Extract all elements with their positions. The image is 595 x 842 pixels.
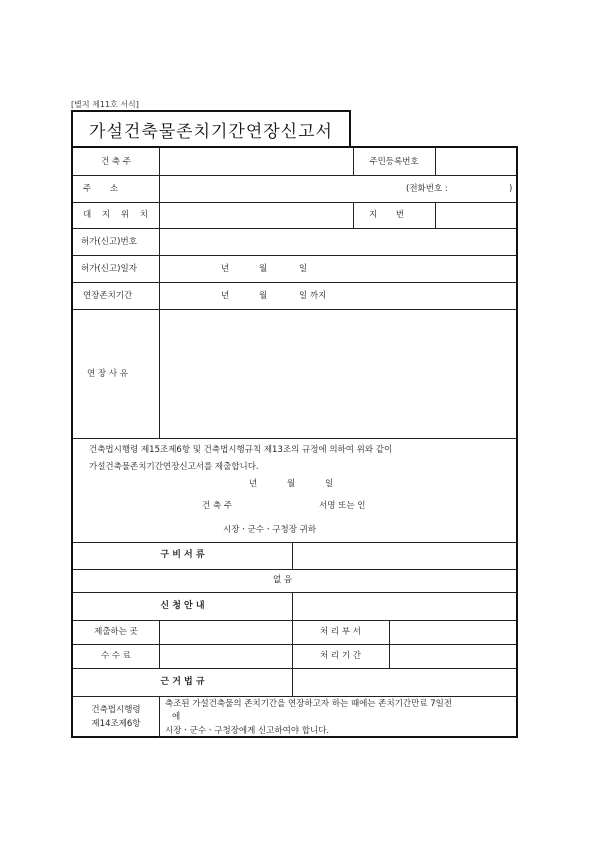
row-divider (73, 569, 516, 570)
extend-month: 월 (259, 291, 268, 301)
permit-date-day: 일 (299, 264, 308, 274)
lot-label: 지 번 (369, 210, 413, 220)
row-divider (73, 255, 516, 256)
phone-label: (전화번호 : (406, 184, 448, 194)
declaration-line-1: 건축법시행령 제15조제6항 및 건축법시행규칙 제13조의 규정에 의하여 위와 같이 (89, 445, 393, 455)
documents-header: 구 비 서 류 (160, 550, 205, 560)
declaration-line-2: 가설건축물존치기간연장신고서를 제출합니다. (89, 462, 259, 472)
form-number-label: [별지 제11호 서식] (71, 100, 139, 109)
owner-label: 건 축 주 (100, 157, 132, 167)
signature-label: 서명 또는 인 (319, 501, 366, 511)
col-divider (435, 148, 436, 175)
col-divider (353, 202, 354, 228)
row-divider (73, 438, 516, 439)
col-divider (159, 148, 160, 438)
extend-period-label: 연장존치기간 (83, 291, 133, 301)
site-label: 대 지 위 치 (83, 210, 152, 220)
extend-day: 일 까지 (299, 291, 327, 301)
address-label: 주 소 (83, 184, 127, 194)
permit-date-label: 허가(신고)일자 (81, 264, 137, 274)
permit-date-year: 년 (221, 264, 230, 274)
col-divider (435, 202, 436, 228)
legal-text-line-2: 에 (172, 712, 181, 722)
row-divider (73, 175, 516, 176)
row-divider (73, 542, 516, 543)
permit-date-month: 월 (259, 264, 268, 274)
declaration-year: 년 (249, 479, 258, 489)
row-divider (73, 202, 516, 203)
row-divider (73, 282, 516, 283)
legal-text-line-1: 축조된 가설건축물의 존치기간을 연장하고자 하는 때에는 존치기간만료 7일전 (165, 699, 453, 709)
reason-label: 연 장 사 유 (87, 369, 128, 379)
resident-no-label: 주민등록번호 (369, 157, 419, 167)
form-frame (71, 146, 518, 738)
declaration-owner: 건 축 주 (202, 501, 233, 511)
phone-close: ) (509, 184, 513, 194)
page-title: 가설건축물존치기간연장신고서 (89, 121, 333, 142)
declaration-month: 월 (287, 479, 296, 489)
col-divider (292, 542, 293, 569)
addressee: 시장ㆍ군수ㆍ구청장 귀하 (223, 525, 317, 535)
col-divider (159, 696, 160, 738)
row-divider (73, 696, 516, 697)
period-label: 처 리 기 간 (320, 651, 361, 661)
extend-year: 년 (221, 291, 230, 301)
submit-to-label: 제출하는 곳 (94, 627, 138, 637)
permit-no-label: 허가(신고)번호 (81, 237, 137, 247)
row-divider (73, 668, 516, 669)
dept-label: 처 리 부 서 (320, 627, 361, 637)
legal-header: 근 거 법 규 (160, 677, 205, 687)
declaration-day: 일 (325, 479, 334, 489)
legal-ref-line-2: 제14조제6항 (91, 719, 141, 729)
guide-header: 신 청 안 내 (160, 601, 205, 611)
row-divider (73, 592, 516, 593)
title-box (71, 110, 351, 146)
legal-ref-line-1: 건축법시행령 (91, 705, 141, 715)
col-divider (389, 620, 390, 668)
row-divider (73, 620, 516, 621)
row-divider (73, 644, 516, 645)
fee-label: 수 수 료 (100, 651, 132, 661)
legal-text-line-3: 시장ㆍ군수ㆍ구청장에게 신고하여야 합니다. (165, 726, 330, 736)
row-divider (73, 228, 516, 229)
col-divider (292, 592, 293, 696)
row-divider (73, 309, 516, 310)
col-divider (159, 620, 160, 668)
col-divider (353, 148, 354, 175)
documents-none: 없 음 (273, 575, 293, 585)
